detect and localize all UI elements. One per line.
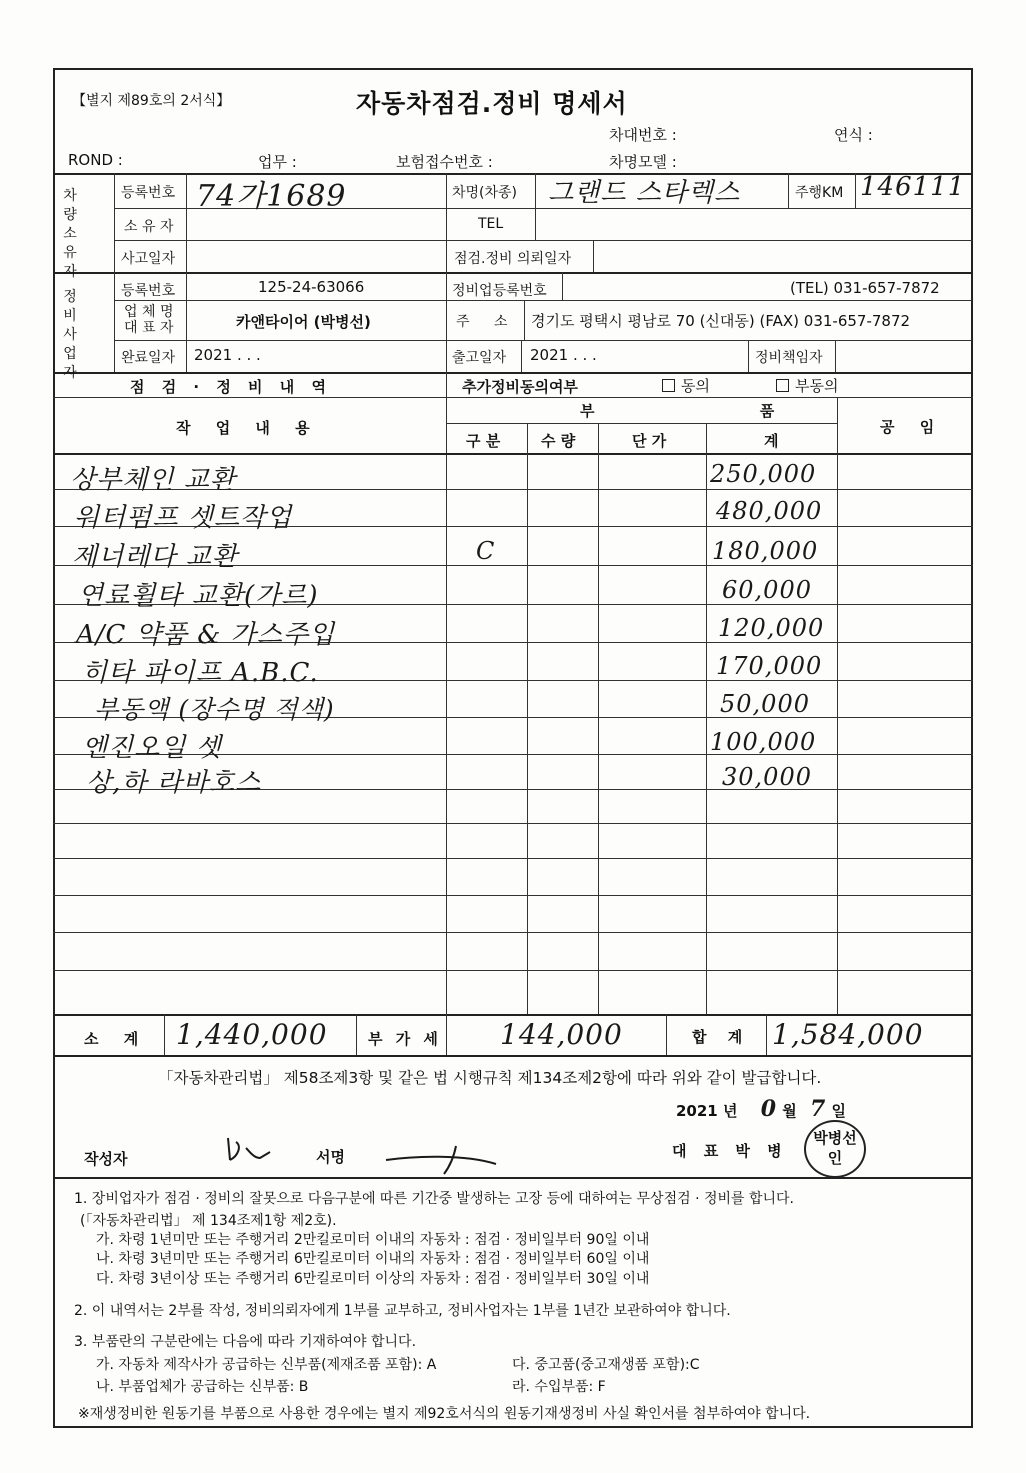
owner-reg-no-label: 등록번호 — [121, 185, 176, 201]
owner-name-label: 소 유 자 — [124, 219, 174, 235]
request-date-label: 점검.정비 의뢰일자 — [454, 251, 572, 267]
agree-option[interactable]: 동의 — [662, 375, 710, 396]
note-3-a: 가. 자동차 제작사가 공급하는 신부품(제재조품 포함): A — [96, 1357, 437, 1373]
completion-date-label: 완료일자 — [121, 350, 176, 366]
mileage-label: 주행KM — [795, 185, 844, 201]
note-1-a: 가. 차령 1년미만 또는 주행거리 2만킬로미터 이내의 자동차 : 점검 · 정비일부터 90일 이내 — [96, 1232, 650, 1248]
work-row-3-type: C — [476, 537, 496, 565]
work-row-1-desc: 상부체인 교환 — [70, 465, 236, 495]
note-1-ref: (「자동차관리법」 제 134조제1항 제2호). — [80, 1213, 337, 1229]
shop-name-value: 카앤타이어 (박병선) — [236, 313, 371, 331]
insurance-no-label: 보험접수번호 : — [396, 153, 493, 171]
mileage-value: 146111 — [860, 172, 966, 202]
vat-value: 144,000 — [500, 1018, 623, 1051]
work-row-4-desc: 연료휠타 교환(가르) — [78, 581, 319, 611]
work-section-label: 점 검 · 정 비 내 역 — [130, 378, 332, 396]
work-row-5-desc: A/C 약품 & 가스주입 — [76, 620, 336, 650]
company-seal: 박병선인 — [804, 1120, 866, 1178]
work-row-2-total: 480,000 — [716, 497, 823, 525]
sign-label: 서명 — [316, 1148, 345, 1166]
note-1: 1. 장비업자가 점검 · 정비의 잘못으로 다음구분에 따른 기간중 발생하는 고장 등에 대하여는 무상점검 · 정비를 합니다. — [74, 1191, 795, 1207]
subtotal-value: 1,440,000 — [176, 1018, 328, 1051]
work-row-7-total: 50,000 — [720, 690, 810, 718]
release-date-value: 2021 . . . — [530, 346, 597, 364]
issue-day: 7 — [810, 1096, 827, 1122]
consent-label: 추가정비동의여부 — [462, 378, 578, 396]
representative-signature — [384, 1140, 504, 1176]
chassis-no-label: 차대번호 : — [609, 126, 677, 144]
statement-text: 「자동차관리법」 제58조제3항 및 같은 법 시행규칙 제134조제2항에 따라 위와 같이 발급합니다. — [158, 1069, 822, 1087]
vat-label: 부 가 세 — [368, 1030, 442, 1048]
total-value: 1,584,000 — [772, 1018, 924, 1051]
work-row-9-desc: 상,하 라바호스 — [86, 768, 262, 798]
rond-label: ROND : — [68, 151, 123, 169]
note-3-c: 다. 중고품(중고재생품 포함):C — [512, 1357, 700, 1373]
work-row-8-total: 100,000 — [710, 728, 817, 756]
car-model-label: 차명모델 : — [609, 153, 677, 171]
shop-reg-no-label: 등록번호 — [121, 283, 176, 299]
col-price-header: 단 가 — [632, 432, 667, 450]
shop-reg-no-value: 125-24-63066 — [258, 278, 365, 296]
work-row-8-desc: 엔진오일 셋 — [82, 733, 222, 763]
work-row-9-total: 30,000 — [722, 763, 812, 791]
release-date-label: 출고일자 — [452, 350, 507, 366]
address-label: 주 소 — [456, 314, 518, 330]
issue-date: 2021 년 0 월 7 일 — [676, 1096, 847, 1122]
work-row-6-total: 170,000 — [716, 652, 823, 680]
work-row-3-total: 180,000 — [712, 537, 819, 565]
note-3: 3. 부품란의 구분란에는 다음에 따라 기재하여야 합니다. — [74, 1334, 417, 1350]
car-name-value: 그랜드 스타렉스 — [548, 178, 741, 208]
disagree-checkbox[interactable] — [776, 379, 789, 392]
accident-date-label: 사고일자 — [121, 251, 176, 267]
owner-section-label: 차 량 소 유 자 — [63, 188, 77, 280]
page-title: 자동차점검.정비 명세서 — [356, 89, 628, 118]
col-total-header: 계 — [764, 432, 779, 450]
work-row-3-desc: 제너레다 교환 — [72, 542, 238, 572]
col-qty-header: 수 량 — [541, 432, 576, 450]
note-4: ※재생정비한 원동기를 부품으로 사용한 경우에는 별지 제92호서식의 원동기재생정비 사실 확인서를 첨부하여야 합니다. — [78, 1406, 811, 1422]
form-code: 【별지 제89호의 2서식】 — [72, 93, 231, 109]
business-label: 업무 : — [258, 153, 297, 171]
note-1-b: 나. 차령 3년미만 또는 주행거리 6만킬로미터 이내의 자동차 : 점검 · 정비일부터 60일 이내 — [96, 1251, 650, 1267]
issue-month: 0 — [760, 1096, 778, 1122]
work-row-6-desc: 히타 파이프 A.B.C. — [82, 658, 319, 688]
manager-label: 정비책임자 — [755, 350, 823, 366]
representative-label: 대 표 박 병 — [672, 1142, 788, 1160]
model-year-label: 연식 : — [834, 126, 873, 144]
work-content-header: 작 업 내 용 — [176, 419, 320, 437]
agree-checkbox[interactable] — [662, 379, 675, 392]
work-row-5-total: 120,000 — [718, 614, 825, 642]
work-row-2-desc: 워터펌프 셋트작업 — [74, 503, 293, 533]
car-name-label: 차명(차종) — [452, 185, 518, 201]
subtotal-label: 소 계 — [84, 1030, 149, 1048]
owner-reg-no-value: 74가1689 — [196, 179, 347, 214]
work-row-4-total: 60,000 — [722, 576, 812, 604]
tel-label: TEL — [478, 216, 504, 232]
shop-tel-value: (TEL) 031-657-7872 — [790, 279, 940, 297]
col-labor-header: 공 임 — [880, 418, 945, 436]
work-row-1-total: 250,000 — [710, 460, 817, 488]
col-type-header: 구 분 — [466, 432, 501, 450]
shop-section-label: 정 비 사 업 자 — [63, 289, 77, 381]
disagree-option[interactable]: 부동의 — [776, 375, 838, 396]
completion-date-value: 2021 . . . — [194, 346, 261, 364]
writer-label: 작성자 — [84, 1150, 128, 1168]
note-3-b: 나. 부품업체가 공급하는 신부품: B — [96, 1379, 309, 1395]
work-row-7-desc: 부동액 (장수명 적색) — [94, 695, 335, 724]
parts-header: 부 품 — [580, 402, 855, 420]
note-2: 2. 이 내역서는 2부를 작성, 정비의뢰자에게 1부를 교부하고, 정비사업자는 1부를 1년간 보관하여야 합니다. — [74, 1303, 731, 1319]
shop-name-label: 업 체 명 대 표 자 — [124, 304, 174, 336]
issue-year: 2021 — [676, 1102, 718, 1120]
address-value: 경기도 평택시 평남로 70 (신대동) (FAX) 031-657-7872 — [531, 312, 911, 330]
total-label: 합 계 — [692, 1028, 751, 1046]
note-1-c: 다. 차령 3년이상 또는 주행거리 6만킬로미터 이상의 자동차 : 점검 · 정비일부터 30일 이내 — [96, 1271, 650, 1287]
shop-registration-label: 정비업등록번호 — [452, 283, 547, 299]
note-3-d: 라. 수입부품: F — [512, 1379, 606, 1395]
writer-signature — [220, 1128, 280, 1168]
